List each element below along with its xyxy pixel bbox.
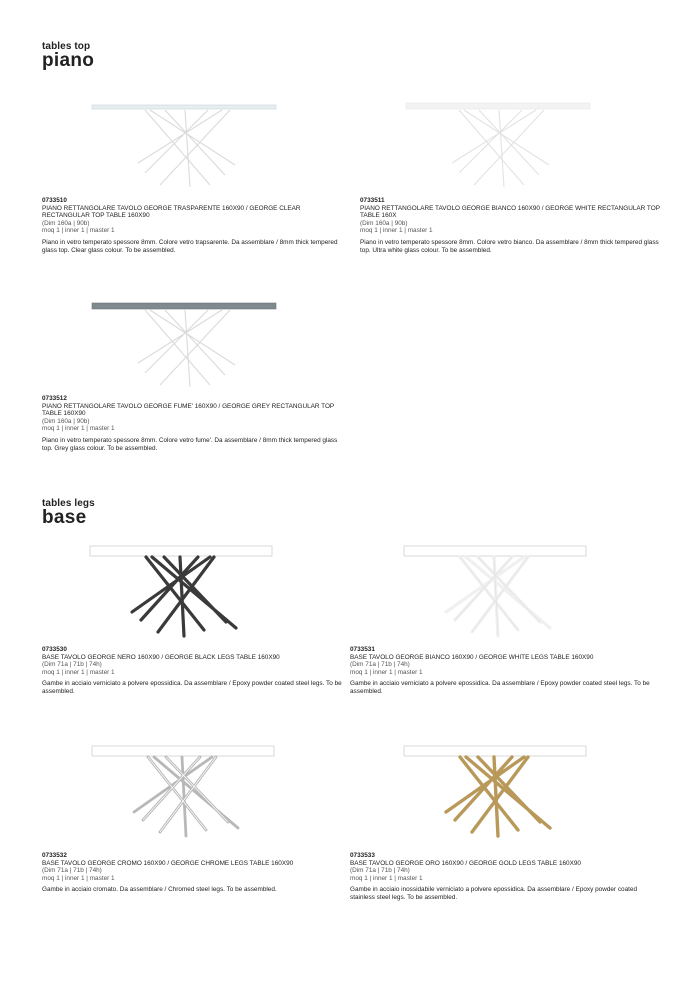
- section-title: base: [42, 507, 87, 528]
- product-packaging: moq 1 | inner 1 | master 1: [42, 668, 115, 676]
- product-dimensions: (Dim 71a | 71b | 74h): [42, 661, 102, 669]
- product-packaging: moq 1 | inner 1 | master 1: [42, 425, 115, 433]
- product-code: 0733530: [42, 646, 67, 653]
- product-packaging: moq 1 | inner 1 | master 1: [42, 874, 115, 882]
- product-description: Piano in vetro temperato spessore 8mm. Colore vetro bianco. Da assemblare / 8mm thick tempered glass top. Ultra white glass colour. To be assembled.: [360, 238, 659, 254]
- product-name: BASE TAVOLO GEORGE NERO 160X90 / GEORGE BLACK LEGS TABLE 160X90: [42, 653, 280, 661]
- product-dimensions: (Dim 160a | 90b): [42, 417, 90, 425]
- product-code: 0733511: [360, 197, 385, 204]
- product-description: Gambe in acciaio inossidabile verniciato a polvere epossidica. Da assemblare / Epoxy powder coated stainless steel legs. To be assembled.: [350, 886, 638, 901]
- product-image-gold-legs: [400, 740, 590, 840]
- product-dimensions: (Dim 71a | 71b | 74h): [42, 867, 102, 875]
- product-name: BASE TAVOLO GEORGE ORO 160X90 / GEORGE GOLD LEGS TABLE 160X90: [350, 859, 581, 867]
- section-title: piano: [42, 50, 95, 71]
- product-description: Gambe in acciaio verniciato a polvere epossidica. Da assemblare / Epoxy powder coated steel legs. To be assembled.: [42, 680, 342, 695]
- product-name: PIANO RETTANGOLARE TAVOLO GEORGE FUME' 160X90 / GEORGE GREY RECTANGULAR TOP TABLE 160X90: [42, 402, 335, 418]
- product-packaging: moq 1 | inner 1 | master 1: [42, 227, 115, 235]
- product-code: 0733531: [350, 646, 375, 653]
- product-image-grey-top: [90, 295, 280, 390]
- product-description: Gambe in acciaio cromato. Da assemblare / Chromed steel legs. To be assembled.: [42, 886, 277, 894]
- product-code: 0733533: [350, 852, 375, 859]
- section-heading-legs: [42, 498, 95, 527]
- section-subtitle: tables top: [42, 41, 91, 52]
- product-name: BASE TAVOLO GEORGE BIANCO 160X90 / GEORGE WHITE LEGS TABLE 160X90: [350, 653, 594, 661]
- product-packaging: moq 1 | inner 1 | master 1: [360, 227, 433, 235]
- product-text: [42, 395, 342, 452]
- product-image-black-legs: [86, 540, 276, 640]
- product-image-white-top: [404, 95, 594, 190]
- section-heading-top: [42, 41, 94, 70]
- product-name: BASE TAVOLO GEORGE CROMO 160X90 / GEORGE CHROME LEGS TABLE 160X90: [42, 859, 294, 867]
- product-image-clear-top: [90, 95, 280, 190]
- product-text: [350, 852, 650, 902]
- product-description: Gambe in acciaio verniciato a polvere epossidica. Da assemblare / Epoxy powder coated steel legs. To be assembled.: [350, 680, 650, 695]
- product-code: 0733532: [42, 852, 67, 859]
- product-text: [42, 852, 342, 894]
- product-text: [42, 646, 342, 696]
- product-code: 0733512: [42, 395, 67, 402]
- product-text: [360, 197, 660, 254]
- product-description: Piano in vetro temperato spessore 8mm. Colore vetro trapsarente. Da assemblare / 8mm thick tempered glass top. Clear glass colour. To be assembled.: [42, 238, 338, 254]
- product-description: Piano in vetro temperato spessore 8mm. Colore vetro fume'. Da assemblare / 8mm thick tempered glass top. Grey glass colour. To be assembled.: [42, 436, 338, 452]
- product-text: [42, 197, 342, 254]
- product-text: [350, 646, 650, 696]
- product-dimensions: (Dim 71a | 71b | 74h): [350, 867, 410, 875]
- product-packaging: moq 1 | inner 1 | master 1: [350, 874, 423, 882]
- product-image-white-legs: [400, 540, 590, 640]
- product-name: PIANO RETTANGOLARE TAVOLO GEORGE TRASPARENTE 160X90 / GEORGE CLEAR RECTANGULAR TOP TABLE 160X90: [42, 204, 301, 220]
- product-code: 0733510: [42, 197, 67, 204]
- product-dimensions: (Dim 160a | 90b): [360, 219, 408, 227]
- product-dimensions: (Dim 71a | 71b | 74h): [350, 661, 410, 669]
- section-subtitle: tables legs: [42, 498, 95, 509]
- product-packaging: moq 1 | inner 1 | master 1: [350, 668, 423, 676]
- product-dimensions: (Dim 160a | 90b): [42, 219, 90, 227]
- product-image-chrome-legs: [88, 740, 278, 840]
- product-name: PIANO RETTANGOLARE TAVOLO GEORGE BIANCO 160X90 / GEORGE WHITE RECTANGULAR TOP TABLE 160X: [360, 204, 660, 220]
